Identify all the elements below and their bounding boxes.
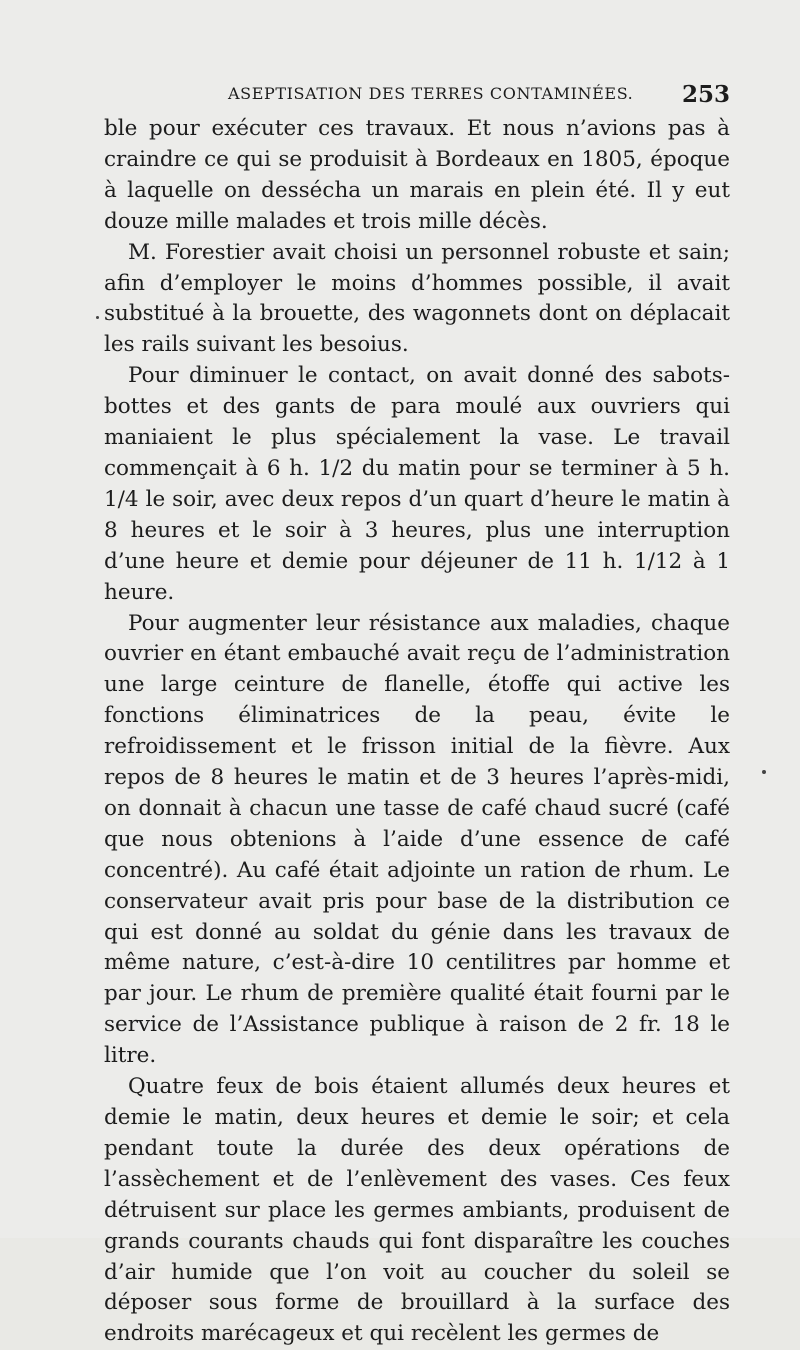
running-title: ASEPTISATION DES TERRES CONTAMINÉES. xyxy=(228,84,634,103)
page-number: 253 xyxy=(681,81,730,108)
margin-speck-mark xyxy=(96,316,99,319)
body-text xyxy=(104,114,730,1350)
paragraph-contact-horaires: Pour diminuer le contact, on avait donné des sabots-bottes et des gants de para moulé aux ouvriers qui maniaient le plus spécialement la vase. Le travail commençait à 6 h. 1/2 du matin pour se terminer à 5 h. 1/4 le soir, avec deux repos d’un quart d’heure le matin à 8 heures et le soir à 3 heures, plus une interruption d’une heure et demie pour déjeuner de 11 h. 1/12 à 1 heure. xyxy=(104,363,730,605)
paragraph-forestier-personnel: M. Forestier avait choisi un personnel robuste et sain; afin d’employer le moins d’hommes possible, il avait substitué à la brouette, des wagonnets dont on déplacait les rails suivant les besoius. xyxy=(104,239,730,358)
paragraph-continuation: ble pour exécuter ces travaux. Et nous n’avions pas à craindre ce qui se produisit à Bordeaux en 1805, époque à laquelle on dessécha un marais en plein été. Il y eut douze mille malades et trois mille décès. xyxy=(104,116,730,234)
margin-speck-mark xyxy=(762,770,766,774)
paragraph-resistance-maladies: Pour augmenter leur résistance aux maladies, chaque ouvrier en étant embauché avait reçu de l’administration une large ceinture de flanelle, étoffe qui active les fonctions éliminatrices de la peau, évite le refroidissement et le frisson initial de la fièvre. Aux repos de 8 heures le matin et de 3 heures l’après-midi, on donnait à chacun une tasse de café chaud sucré (café que nous obtenions à l’aide d’une essence de café concentré). Au café était adjointe un ration de rhum. Le conservateur avait pris pour base de la distribution ce qui est donné au soldat du génie dans les travaux de même nature, c’est-à-dire 10 centilitres par homme et par jour. Le rhum de première qualité était fourni par le service de l’Assistance publique à raison de 2 fr. 18 le litre. xyxy=(104,610,730,1069)
paragraph-feux-de-bois: Quatre feux de bois étaient allumés deux heures et demie le matin, deux heures et demie le soir; et cela pendant toute la durée des deux opérations de l’assèchement et de l’enlèvement des vases. Ces feux détruisent sur place les germes ambiants, produisent de grands courants chauds qui font disparaître les couches d’air humide que l’on voit au coucher du soleil se déposer sous forme de brouillard à la surface des endroits marécageux et qui recèlent les germes de xyxy=(104,1074,730,1347)
running-head xyxy=(104,81,730,110)
